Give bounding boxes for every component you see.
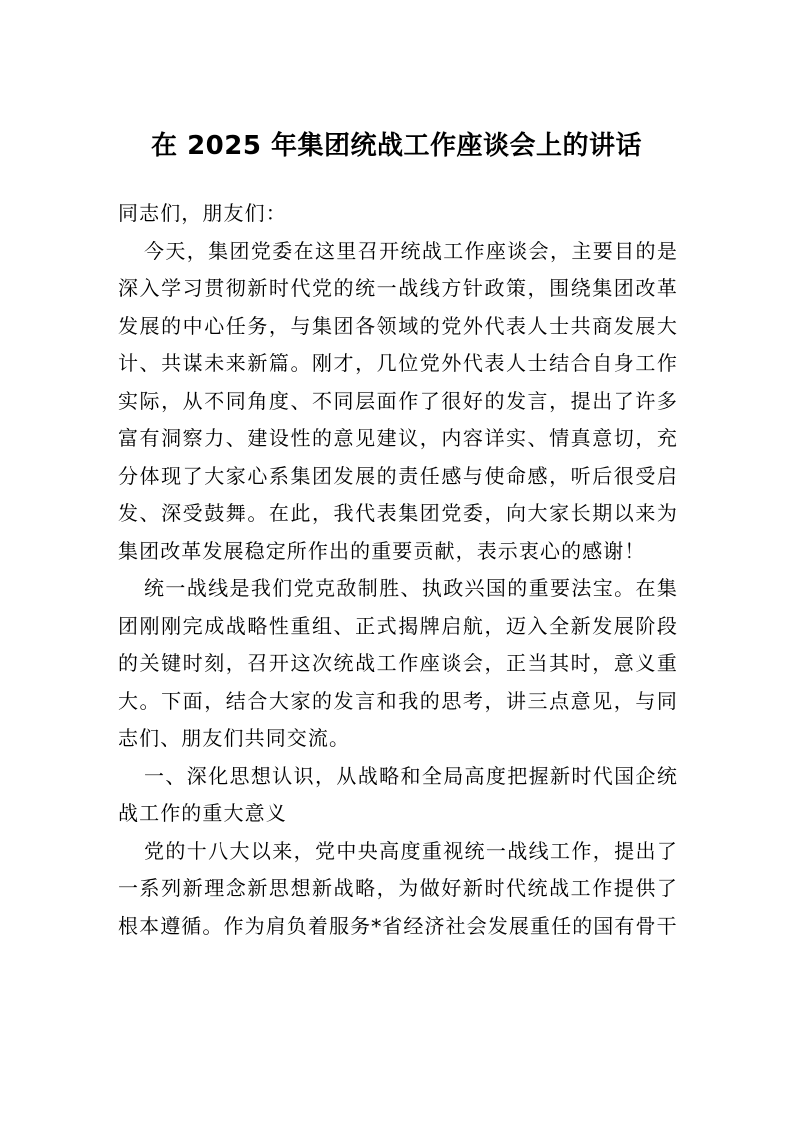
salutation: 同志们，朋友们：: [118, 201, 287, 225]
document-title: 在 2025 年集团统战工作座谈会上的讲话: [151, 131, 642, 161]
paragraph-united-front: 统一战线是我们党克敌制胜、执政兴国的重要法宝。在集团刚刚完成战略性重组、正式揭牌启航，迈入全新发展阶段的关键时刻，召开这次统战工作座谈会，正当其时，意义重大。下面，结合大家的发言和我的思考，讲三点意见，与同志们、朋友们共同交流。: [118, 576, 678, 750]
section-heading-one: 一、深化思想认识，从战略和全局高度把握新时代国企统战工作的重大意义: [118, 763, 678, 825]
paragraph-since-18th-congress: 党的十八大以来，党中央高度重视统一战线工作，提出了一系列新理念新思想新战略，为做好新时代统战工作提供了根本遵循。作为肩负着服务*省经济社会发展重任的国有骨干: [118, 838, 678, 938]
paragraph-opening: 今天，集团党委在这里召开统战工作座谈会，主要目的是深入学习贯彻新时代党的统一战线方针政策，围绕集团改革发展的中心任务，与集团各领域的党外代表人士共商发展大计、共谋未来新篇。刚才，几位党外代表人士结合自身工作实际，从不同角度、不同层面作了很好的发言，提出了许多富有洞察力、建设性的意见建议，内容详实、情真意切，充分体现了大家心系集团发展的责任感与使命感，听后很受启发、深受鼓舞。在此，我代表集团党委，向大家长期以来为集团改革发展稳定所作出的重要贡献，表示衷心的感谢！: [118, 238, 678, 563]
document-body: [118, 195, 678, 945]
